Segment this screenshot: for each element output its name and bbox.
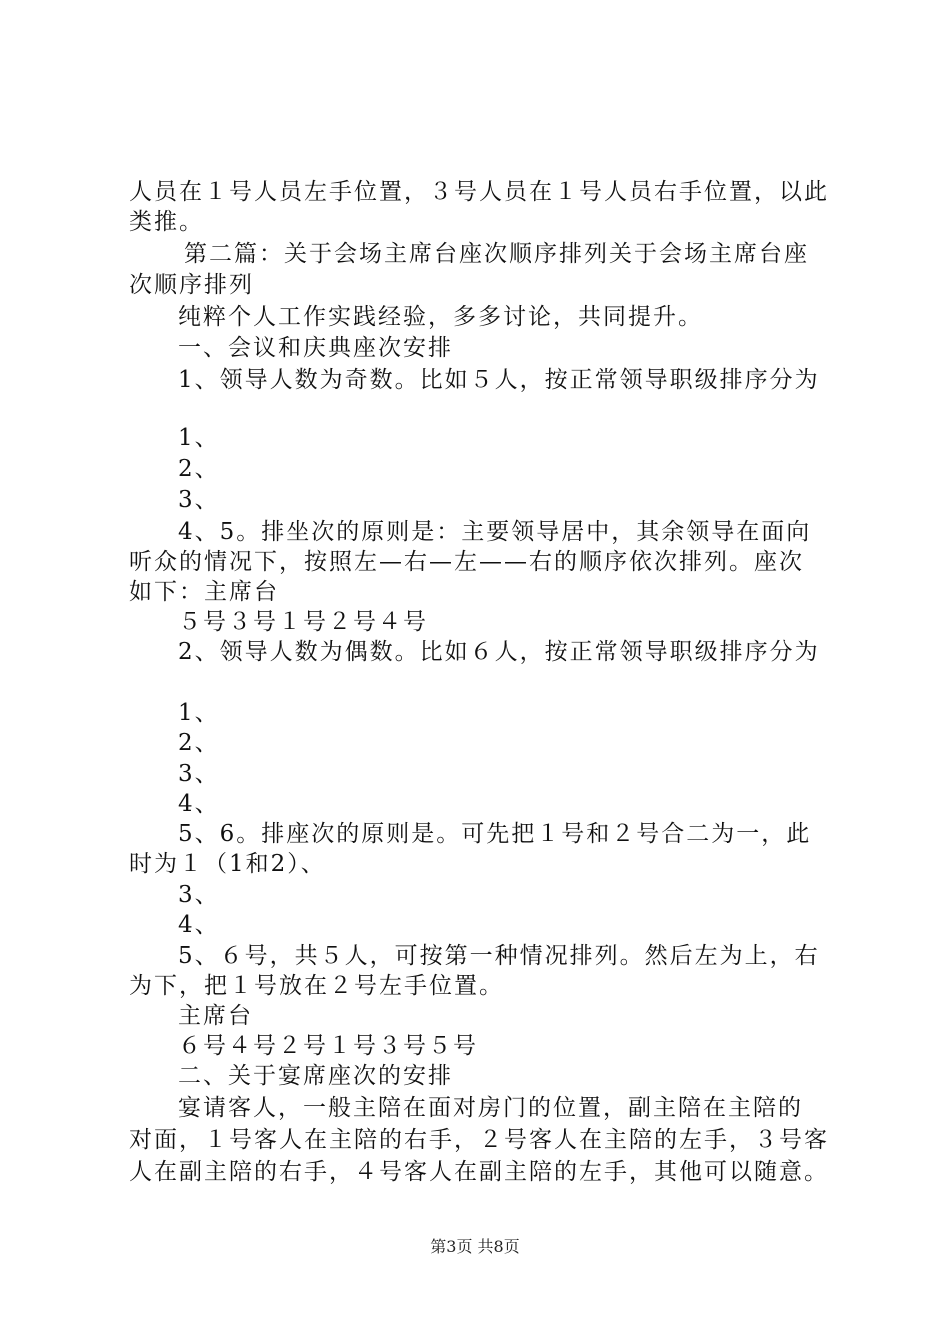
list-item: 4、 <box>178 791 220 817</box>
seat-order: ５号３号１号２号４号 <box>178 609 428 635</box>
list-item: 2、 <box>178 456 220 482</box>
page-number-footer: 第3页 共8页 <box>430 1237 520 1256</box>
text-line: 对面，１号客人在主陪的右手，２号客人在主陪的左手，３号客 <box>129 1127 829 1153</box>
text-line: 2、领导人数为偶数。比如６人，按正常领导职级排序分为 <box>178 639 820 665</box>
text-line: 宴请客人，一般主陪在面对房门的位置，副主陪在主陪的 <box>178 1095 803 1121</box>
text-line: 人员在１号人员左手位置，３号人员在１号人员右手位置，以此 <box>129 179 829 205</box>
text-line: 人在副主陪的右手，４号客人在副主陪的左手，其他可以随意。 <box>129 1159 829 1185</box>
list-item: 3、 <box>178 761 220 787</box>
list-item: 2、 <box>178 730 220 756</box>
text-line: 听众的情况下，按照左—右—左——右的顺序依次排列。座次 <box>129 549 804 575</box>
subheading: 一、会议和庆典座次安排 <box>178 335 453 361</box>
seat-order: ６号４号２号１号３号５号 <box>178 1033 478 1059</box>
text-line: 1、领导人数为奇数。比如５人，按正常领导职级排序分为 <box>178 367 820 393</box>
list-item: 1、 <box>178 700 220 726</box>
text-line: 类推。 <box>129 209 204 235</box>
text-line: 4、5。排坐次的原则是：主要领导居中，其余领导在面向 <box>178 519 812 545</box>
section-heading: 第二篇：关于会场主席台座次顺序排列关于会场主席台座 <box>184 241 809 267</box>
subheading: 二、关于宴席座次的安排 <box>178 1063 453 1089</box>
list-item: 3、 <box>178 882 220 908</box>
text-line: 时为１（1和2）、 <box>129 851 326 877</box>
text-line: 如下：主席台 <box>129 579 279 605</box>
text-line: 主席台 <box>178 1003 253 1029</box>
text-line: 5、６号，共５人，可按第一种情况排列。然后左为上，右 <box>178 943 820 969</box>
list-item: 1、 <box>178 425 220 451</box>
text-line: 5、6。排座次的原则是。可先把１号和２号合二为一，此 <box>178 821 812 847</box>
text-line: 纯粹个人工作实践经验，多多讨论，共同提升。 <box>178 304 703 330</box>
list-item: 4、 <box>178 912 220 938</box>
section-heading: 次顺序排列 <box>129 272 254 298</box>
list-item: 3、 <box>178 487 220 513</box>
text-line: 为下，把１号放在２号左手位置。 <box>129 973 504 999</box>
